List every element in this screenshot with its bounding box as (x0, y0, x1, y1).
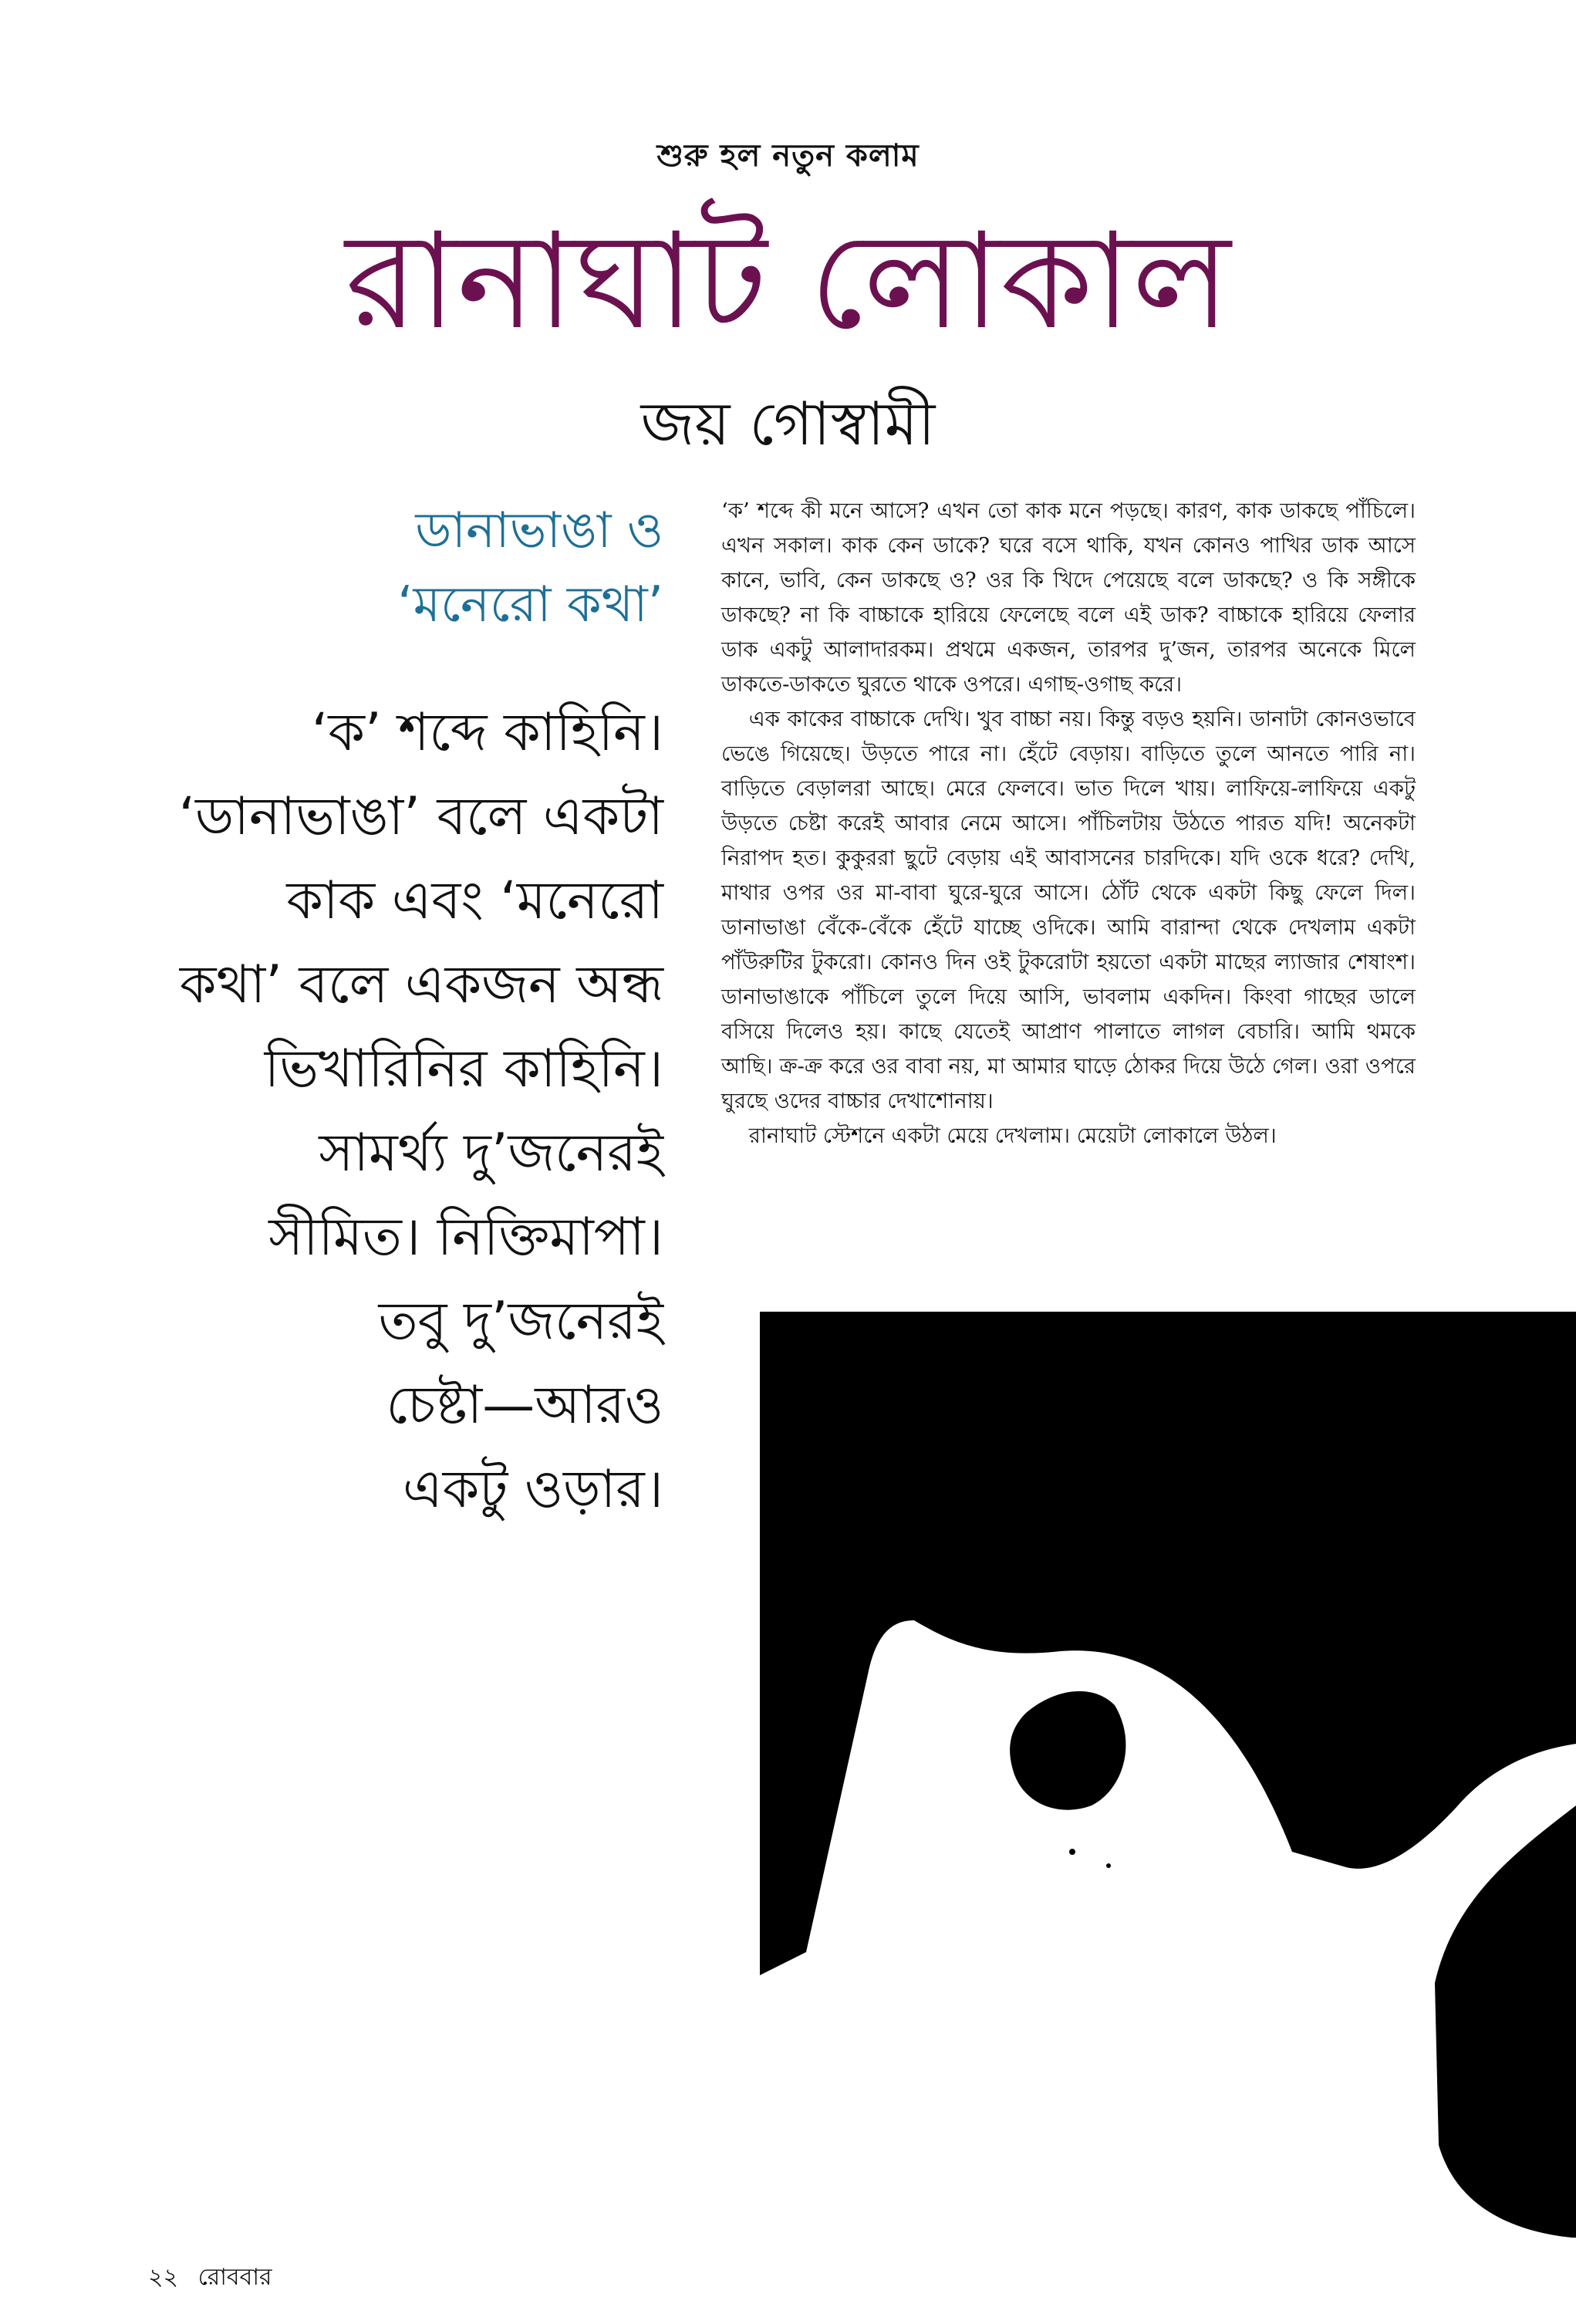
illustration-black-blob (1010, 1691, 1125, 1810)
body-paragraph: এক কাকের বাচ্চাকে দেখি। খুব বাচ্চা নয়। কিন্তু বড়ও হয়নি। ডানাটা কোনওভাবে ভেঙে গিয়েছে। উড়তে পারে না। হেঁটে বেড়ায়। বাড়িতে তুলে আনতে পারি না। বাড়িতে বেড়ালরা আছে। মেরে ফেলবে। ভাত দিলে খায়। লাফিয়ে-লাফিয়ে একটু উড়তে চেষ্টা করেই আবার নেমে আসে। পাঁচিলটায় উঠতে পারত যদি! অনেকটা নিরাপদ হত। কুকুররা ছুটে বেড়ায় এই আবাসনের চারদিকে। যদি ওকে ধরে? দেখি, মাথার ওপর ওর মা-বাবা ঘুরে-ঘুরে আসে। ঠোঁট থেকে একটা কিছু ফেলে দিল। ডানাভাঙা বেঁকে-বেঁকে হেঁটে যাচ্ছে ওদিকে। আমি বারান্দা থেকে দেখলাম একটা পাঁউরুটির টুকরো। কোনও দিন ওই টুকরোটা হয়তো একটা মাছের ল্যাজার শেষাংশ। ডানাভাঙাকে পাঁচিলে তুলে দিয়ে আসি, ভাবলাম একদিন। কিংবা গাছের ডালে বসিয়ে দিলেও হয়। কাছে যেতেই আপ্রাণ পালাতে লাগল বেচারি। আমি থমকে আছি। ক্র-ক্র করে ওর বাবা নয়, মা আমার ঘাড়ে ঠোকর দিয়ে উঠে গেল। ওরা ওপরে ঘুরছে ওদের বাচ্চার দেখাশোনায়। (721, 707, 1416, 1113)
illustration-speck (1106, 1863, 1111, 1868)
author-name: জয় গোস্বামী (640, 390, 936, 459)
illustration-black-mass (760, 1312, 1576, 2238)
body-paragraph: ‘ক’ শব্দে কী মনে আসে? এখন তো কাক মনে পড়ছে। কারণ, কাক ডাকছে পাঁচিলে। এখন সকাল। কাক কেন ডাকে? ঘরে বসে থাকি, যখন কোনও পাখির ডাক আসে কানে, ভাবি, কেন ডাকছে ও? ওর কি খিদে পেয়েছে বলে ডাকছে? ও কি সঙ্গীকে ডাকছে? না কি বাচ্চাকে হারিয়ে ফেলেছে বলে এই ডাক? বাচ্চাকে হারিয়ে ফেলার ডাক একটু আলাদারকম। প্রথমে একজন, তারপর দু’জন, তারপর অনেকে মিলে ডাকতে-ডাকতে ঘুরতে থাকে ওপরে। এগাছ-ওগাছ করে। (721, 498, 1416, 697)
pull-quote-line: তবু দু’জনেরই (378, 1291, 663, 1352)
article-headline (255, 494, 663, 642)
pull-quote (131, 691, 663, 1532)
headline-line-2: ‘মনেরো কথা’ (397, 576, 663, 633)
publication-name: রোববার (197, 2264, 272, 2291)
pull-quote-line: কথা’ বলে একজন অন্ধ (179, 954, 663, 1015)
pull-quote-line: কাক এবং ‘মনেরো (286, 870, 663, 931)
pull-quote-line: ‘ক’ শব্দে কাহিনি। (311, 702, 663, 763)
pull-quote-line: একটু ওড়ার। (402, 1459, 663, 1520)
page-footer (148, 2262, 285, 2293)
kicker: শুরু হল নতুন কলাম (656, 138, 920, 174)
pull-quote-line: ভিখারিনির কাহিনি। (264, 1039, 663, 1100)
article-body (721, 494, 1416, 1154)
illustration-icon (760, 1312, 1576, 2238)
body-paragraph: রানাঘাট স্টেশনে একটা মেয়ে দেখলাম। মেয়েটা লোকালে উঠল। (748, 1123, 1277, 1148)
headline-line-1: ডানাভাঙা ও (415, 502, 663, 559)
pull-quote-line: সামর্থ্য দু’জনেরই (319, 1123, 663, 1184)
pull-quote-line: ‘ডানাভাঙা’ বলে একটা (178, 786, 663, 847)
illustration-speck (1069, 1849, 1075, 1855)
page-number: ২২ (148, 2264, 179, 2291)
page-title: রানাঘাট লোকাল (345, 204, 1231, 359)
pull-quote-line: চেষ্টা—আরও (386, 1375, 663, 1436)
pull-quote-line: সীমিত। নিক্তিমাপা। (268, 1207, 663, 1268)
